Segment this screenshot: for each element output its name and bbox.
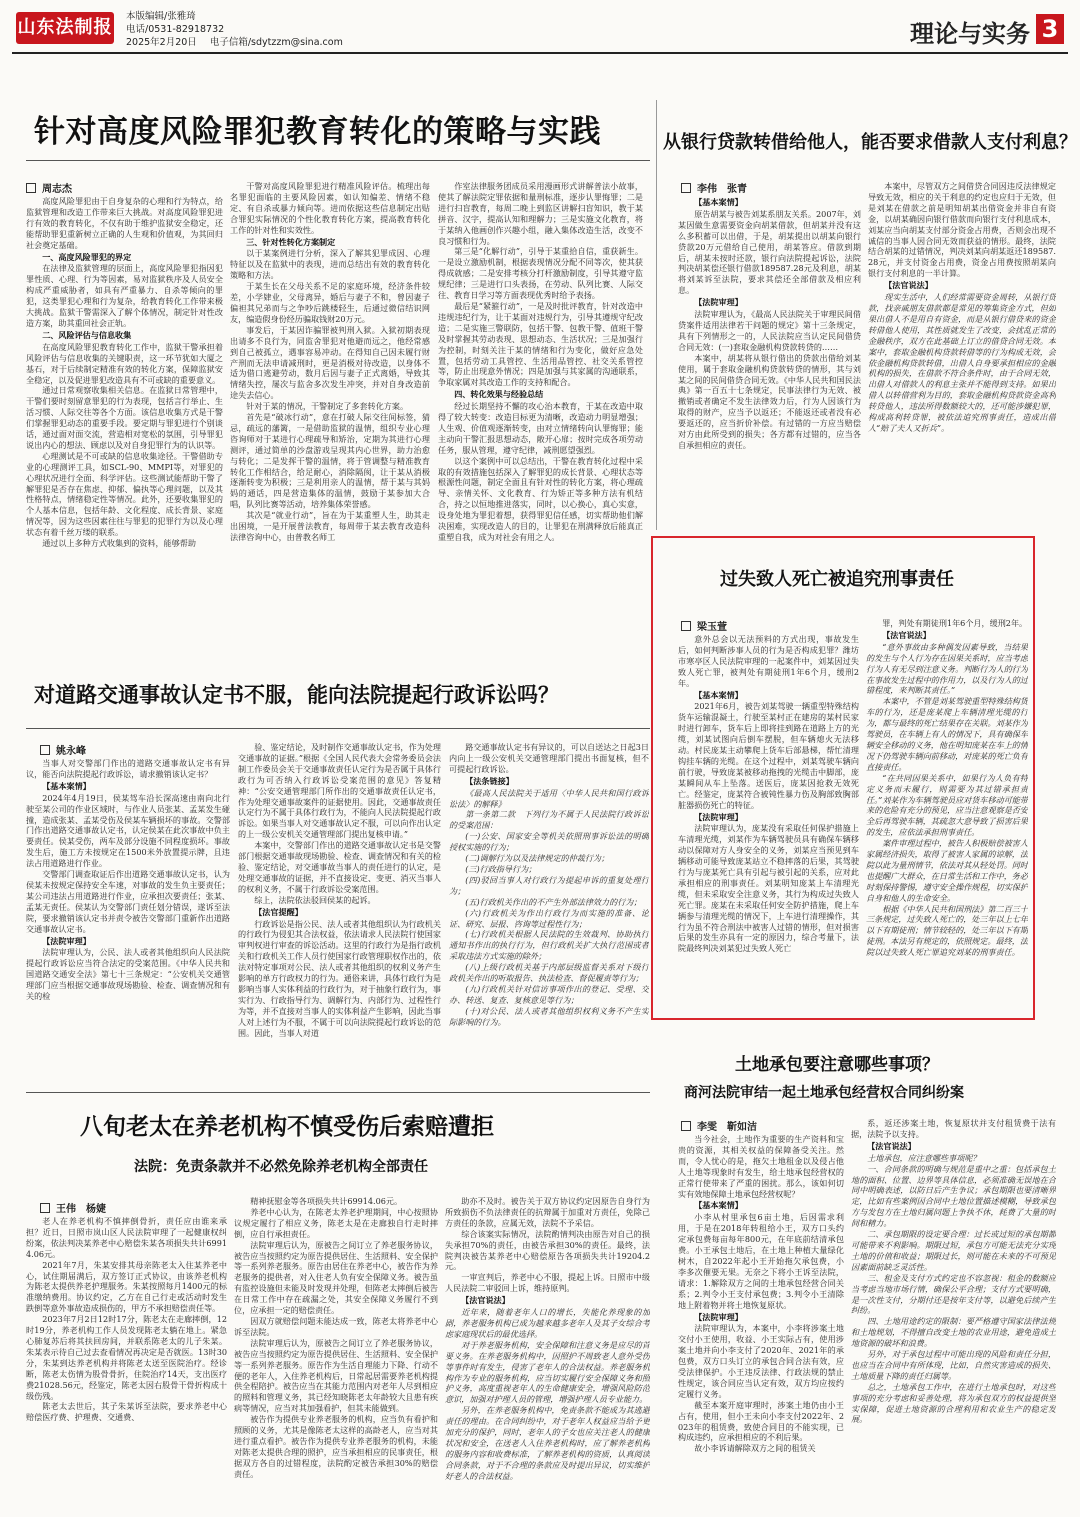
section-heading: 【法院审理】 (694, 297, 743, 308)
section-title: 理论与实务 (910, 20, 1030, 48)
paragraph: 其次是“就业行动”，旨在为于某重塑人生，助其走出困境，一是开展普法教育，每周带于某去教育改造科法律咨询中心，由普教名师工 (230, 510, 430, 542)
paragraph: 小李从村里承包6亩土地，后因需求利用，于是在2018年转租给小王，双方口头约定承包费每亩每年800元，在年底前结清承包费。小王承包土地后，在土地上种植大量绿化树木，自2022年起小王开始拖欠承包费，小李多次催要无果。无奈之下将小王诉至法院，请求：1.解除双方之间的土地承包经营合同关系；2.判令小王支付承包费；3.判令小王清除地上附着物并将土地恢复原状。 (678, 1212, 844, 1310)
paragraph: (八)上级行政机关基于内部层级监督关系对下级行政机关作出的听取报告、执法检查、督促履责等行为； (449, 962, 649, 984)
paragraph: 近年来，随着老年人口的增长，失能化养现象的加剧，养老服务机构已成为越来越多老年人及其子女综合考虑家庭现状后的最优选择。 (445, 1307, 650, 1339)
paragraph: (二)调解行为以及法律规定的仲裁行为； (465, 853, 610, 864)
phone-line: 电话/0531-82918732 (126, 24, 225, 35)
paragraph: 心理测试是不可或缺的信息收集途径。干警借助专业的心理测评工具，如SCL-90、MMPI等，对罪犯的心理状况进行全面、科学评估。这些测试能帮助干警了解罪犯是否存在焦虑、抑郁、偏执等心理问题，以及其性格特点，情绪稳定性等情况。此外，还要收集罪犯的个人基本信息，包括年龄、文化程度、成长背景、家庭情况等，因为这些因素往往与罪犯的犯罪行为以及心理状态有着千丝万缕的联系。 (26, 450, 223, 538)
article-1-column-3 (438, 181, 643, 614)
paragraph: 干警对高度风险罪犯进行精准风险评估。梳理出每名罪犯面临的主要风险因素，如认知偏差、情绪不稳定、有自杀或暴力倾向等。进而依据这些信息制定出贴合罪犯实际情况的个性化教育转化方案，提高教育转化工作的针对性和实效性。 (230, 181, 430, 235)
paragraph: 法院审理认为，本案中，小李将涉案土地交付小王使用，收益、小王实际占有，使用涉案土地并向小李支付了2020年、2021年的承包费，双方口头订立的承包合同合法有效，应受法律保护。小王违反法律、行政法规的禁止性规定，该合同应当认定有效，双方均应按约定履行义务。 (678, 1323, 844, 1399)
section-heading: 【法条链接】 (465, 775, 514, 786)
paragraph: 以于某案例进行分析，深入了解其犯罪成因、心理特征以及在监狱中的表现，进而总结出有效的教育转化策略和方法。 (230, 248, 430, 281)
section-heading: 【基本案情】 (694, 1200, 743, 1211)
paragraph: 法院审理认为，《最高人民法院关于审理民间借贷案件适用法律若干问题的规定》第十三条规定，具有下列情形之一的，人民法院应当认定民间借贷合同无效：(一)套取金融机构贷款转贷的…… (678, 309, 861, 352)
section-heading: 二、风险评估与信息收集 (42, 329, 132, 340)
paragraph: 《最高人民法院关于适用〈中华人民共和国行政诉讼法〉的解释》 (449, 787, 649, 809)
article-3-byline (681, 618, 727, 633)
author: 李伟 张青 (697, 184, 747, 195)
paragraph: (九)行政机关针对信访事项作出的登记、受理、交办、转送、复查、复核意见等行为； (449, 983, 649, 1005)
paragraph: 三、租金及支付方式约定也不容忽视：租金的数额应当考虑当地市场行情，确保公平合理；支付方式要明确，是一次性支付，分期付还是按年支付等，以避免后续产生纠纷。 (851, 1272, 1056, 1316)
paragraph: 本案中，尽管双方之间借贷合同因违反法律规定导致无效，相应的关于利息的约定也应归于无效，但是刘某在借款之前是明知胡某出借资金并非自有资金，以胡某确因向银行借款而向银行支付利息成本，刘某应当向胡某支付部分资金占用费，否则会出现不诚信的当事人因合同无效而获益的情形。最终，法院结合胡某的过错情况，判决刘某向胡某返还189587.28元，并支付资金占用费，资金占用费按照胡某向银行支付利息的一半计算。 (868, 181, 1056, 279)
section-heading: 【基本案情】 (42, 780, 91, 791)
newspaper-logo: 山东法制报 (16, 12, 114, 44)
paragraph: 法院审理认为，庞某没有采取任何保护措施上车清理光缆，刘某作为车辆驾驶员具有确保车辆移动以保障对方人身安全的义务，刘某应当预见到车辆移动可能导致庞某站立不稳摔落的后果，其驾驶行为与庞某死亡具有引起与被引起的关系，应对此承担相应的刑事责任。刘某明知庞某上车清理光缆，但未采取安全注意义务，其行为构成过失致人死亡罪。庞某在未采取任何安全防护措施，爬上车辆参与清理光缆的情况下，上车进行清理操作，其行为虽不符合刑法中被害人过错的情形，但对损害后果的发生亦具有一定的原因力，综合考量下，法院最终判决刘某犯过失致人死亡 (678, 823, 859, 954)
section-heading: 【法院审理】 (42, 935, 91, 946)
article-6-column-1 (678, 1134, 844, 1512)
paragraph: (七)行政机关根据人民法院的生效裁判、协助执行通知书作出的执行行为，但行政机关扩大执行范围或者采取违法方式实施的除外； (449, 929, 649, 962)
byline-box-icon (26, 183, 36, 193)
paragraph: “在共同因果关系中，如果行为人负有特定义务而未履行，则需要为其过错承担责任。”刘某作为车辆驾驶员应对货车移动可能带来的危险有充分的预见，应当注意观察是否安全后再驾驶车辆，其疏忽大意导致了损害后果的发生，应依法承担刑事责任。 (866, 772, 1028, 838)
section-heading: 【法官说法】 (884, 280, 933, 291)
paragraph: 一审宣判后，养老中心不服，提起上诉。日照市中级人民法院二审驳回上诉，维持原判。 (445, 1272, 650, 1294)
paragraph: 通过以上多种方式收集到的资料，能够帮助 (42, 538, 196, 549)
paragraph: 老人在养老机构不慎摔倒骨折，责任应由谁来承担？近日，日照市岚山区人民法院审理了一起健康权纠纷案，依法判决某养老中心赔偿朱某各项损失共计69914.06元。 (26, 1216, 227, 1259)
section-heading: 【法院审理】 (694, 1311, 743, 1322)
byline-box-icon (681, 1121, 691, 1131)
paragraph: 案件审理过程中，被告人积极赔偿被害人家属经济损失，取得了被害人家属的谅解，法院以此为量刑情节，依法对其从轻处罚。同时也提醒广大群众，在日常生活和工作中，务必时刻保持警惕，遵守安全操作规程，切实保护自身和他人的生命安全。 (866, 838, 1028, 903)
masthead (0, 0, 1080, 56)
paragraph: 本案中，不管是刘某驾驶重型特殊结构货车的行为，还是庞某爬上车辆清理光缆的行为，都与最终的死亡结果存在关联。刘某作为驾驶员，在车辆上有人的情况下，具有确保车辆安全移动的义务，他在明知庞某在车上的情况下仍驾驶车辆向前移动，对庞某的死亡负有直接责任。 (866, 696, 1028, 772)
paragraph: 事发后，于某因诈骗罪被判刑入狱。入狱初期表现出请多不良行为，同监舍罪犯对他避而远之，他经常感到自己被孤立，遇事容易冲动。在得知自己因未履行财产刑而无法申请减刑时，更是消极对待改造，以身体不适为借口逃避劳动，数月后因与妻子正式离婚，导致其情绪失控，屡次与监舍多次发生冲突，并对自身改造前途失去信心。 (230, 324, 430, 401)
article-4-column-2 (238, 742, 441, 1080)
paragraph: 另外，在养老服务机构中，免责条款不能成为其逃避责任的理由。在合同纠纷中，对于老年人权益应当给予更加充分的保护，同时，老年人的子女也应关注老人的健康状况和安全，在送老人入住养老机构时，应了解养老机构的服务内容和收费标准，了解养老机构的资质，认真阅读合同条款，对于不合理的条款应及时提出异议，切实维护好老人的合法权益。 (445, 1405, 650, 1481)
paragraph: 验、鉴定结论，及时制作交通事故认定书，作为处理交通事故的证据。”根据《全国人民代表大会常务委员会法制工作委员会关于交通事故责任认定行为是否属于具体行政行为可否纳入行政诉讼受案范围的意见》答复精神：“公安交通管理部门所作出的交通事故责任认定书，作为处理交通事故案件的证据使用。因此，交通事故责任认定行为不属于具体行政行为，不能向人民法院提起行政诉讼。如果当事人对交通事故认定不服，可以向作出认定的上一级公安机关交通管理部门提出复核申请。” (238, 742, 441, 840)
article-4-byline (40, 742, 86, 757)
paragraph: 被告作为提供专业养老服务的机构，应当负有看护和照顾的义务，尤其是像陈老太这样的高龄老人，应当对其进行重点看护。被告作为提供专业养老服务的机构，未能对陈老太提供合理的照护，应当承担相应的民事责任，根据双方各自的过错程度，法院酌定被告承担30%的赔偿责任。 (234, 1414, 438, 1479)
paragraph: 综上，法院依法驳回侯某的起诉。 (254, 894, 376, 905)
paragraph: 路交通事故认定书有异议的，可以自送达之日起3日内向上一级公安机关交通管理部门提出书面复核，但不可提起行政诉讼。 (449, 742, 649, 774)
paragraph: 在法律及监狱管理的层面上，高度风险罪犯指因犯罪性质、心理、行为等因素，易对监狱秩序及人员安全构成严重威胁者，如具有严重暴力、自杀等倾向的罪犯，这类罪犯心理和行为复杂，给教育转化工作带来极大挑战。监狱干警需深入了解个体情况，制定针对性改造方案，助其重回社会正轨。 (26, 263, 223, 328)
section-heading: 【基本案情】 (694, 197, 743, 207)
date-email-line (126, 34, 343, 48)
paragraph: 本案中，交警部门作出的道路交通事故认定书是交警部门根据交通事故现场勘验、检查、调查情况和有关的检验、鉴定结论，对交通事故当事人的责任进行的认定，是处理交通事故的证据，并不直接设定、变更、消灭当事人的权利义务，不属于行政诉讼受案范围。 (238, 840, 441, 894)
paragraph: 罪，判处有期徒刑1年6个月，缓刑2年。 (882, 618, 1028, 628)
paragraph: 2024年4月19日，侯某驾车沿长深高速由南向北行驶至某公司的作业区域时，与作业人员张某、孟某发生碰撞，造成张某、孟某受伤及侯某车辆损坏的事故。交警部门作出道路交通事故认定书，认定侯某在此次事故中负主要责任。侯某受伤，两车及部分设施不同程度损坏。事故发生后，施工方未按规定在1500米外放置提示牌，且违法占用道路进行作业。 (26, 792, 230, 869)
paragraph: 土地承包，应注意哪些事项呢？ (867, 1152, 981, 1163)
article-4-column-3 (449, 742, 649, 1080)
section-heading: 【法官说法】 (461, 1295, 510, 1306)
article-4-rule (26, 728, 650, 729)
paragraph: 第一条第二款 下列行为不属于人民法院行政诉讼的受案范围： (449, 809, 649, 831)
paragraph: 当事人对交警部门作出的道路交通事故认定书有异议，能否向法院提起行政诉讼，请求撤销该认定书？ (26, 758, 230, 779)
article-6-byline (681, 1118, 757, 1133)
article-6-headline: 土地承包要注意哪些事项？ (735, 1055, 939, 1075)
article-1-column-1 (26, 196, 223, 614)
article-5-subheadline: 法院：免责条款并不必然免除养老机构全部责任 (134, 1159, 428, 1175)
byline-box-icon (40, 1203, 50, 1213)
paragraph: 养老中心认为，在陈老太养老护理期间，中心按照协议规定履行了相应义务，陈老太是在走廊独自行走时摔倒，应自行承担责任。 (234, 1206, 438, 1239)
paragraph: 对于养老服务机构，安全保障和注意义务是应尽的首要义务。在养老服务机构中，因照护不周致老人意外受伤等事件时有发生，侵害了老年人的合法权益。养老服务机构作为专业的服务机构，应当切实履行安全保障义务和照护义务，高度重视老年人的生命健康安全，增强风险防范意识，加强对护理人员的管理，增强护理人员专业能力。 (445, 1339, 650, 1405)
paragraph: (四)驳回当事人对行政行为提起申诉的重复处理行为； (449, 874, 649, 896)
byline-box-icon (681, 621, 691, 631)
paragraph: 经过长期坚持不懈的攻心治本教育，于某在改造中取得了较大转变：改造目标更为清晰，改造动力明显增强；人生观、价值观逐渐转变，由对立情绪转向认罪悔罪；能主动向干警汇报思想动态，敞开心扉；按时完成各项劳动任务，服从管理，遵守纪律，减刑愿望强烈。 (438, 401, 643, 455)
section-heading: 【法院审理】 (694, 811, 743, 822)
paragraph: 法院审理后认为，原被告之间订立了养老服务协议，被告应当按照约定为原告提供居住、生活照料、安全保护等一系列养老服务。原告由居住在养老中心，被告作为养老服务的提供者，对入住老人负有安全保障义务。被告虽有监控设施但未能及时发现并处理，但陈老太摔倒后被告在日常工作中存在疏漏之处，其安全保障义务履行不到位，应承担一定的赔偿责任。 (234, 1239, 438, 1316)
paragraph: 2023年7月2日12时17分，陈老太在走廊摔倒，12时19分，养老机构工作人员发现陈老太躺在地上。紧急心肺复苏后将其扶回房间，并联系陈老太的儿子朱某。朱某表示待自己过去查看情况再决定是否就医。13时30分，朱某到达养老机构并将陈老太送至医院治疗。经诊断，陈老太伤情为股骨骨折，住院治疗14天，支出医疗费21028.56元，经鉴定，陈老太因右股骨干骨折构成十级伤残。 (26, 1314, 227, 1401)
paragraph: 现实生活中，人们经常需要资金周转，从银行贷款，找亲戚朋友借款都是常见的筹集资金方式，但如果出借人不是用自有资金，而是从银行借贷来的资金转借他人使用，其性质就发生了改变，会扰乱正常的金融秩序，双方在此基础上订立的借贷合同无效。本案中，套取金融机构贷款转借等的行为构成无效，会依金融机构贷款转借，出借人自身要承担相应的金融机构的损失，在借款不符合条件时，由于合同无效，出借人对借款人的利息主张并不能得到支持。如果出借人以转借营利为目的，套取金融机构贷款资金高利转贷他人，违法所得数额较大的，还可能涉嫌犯罪，构成高利转贷罪，被依法追究刑事责任，造成出借人“赔了夫人又折兵”。 (868, 292, 1056, 433)
paragraph: 法院审理后认为，原被告之间订立了养老服务协议，被告应当按照约定为原告提供居住、生活照料、安全保护等一系列养老服务。原告作为生活自理能力下降、行动不便的老年人，入住养老机构后，日常起居需要养老机构提供全程陪护。被告应当在其能力范围内对老年人尽到相应的照料和管理义务，其已经知晓陈老太年龄较大且患有疾病等情况，应当对其加强看护，但其未能做到。 (234, 1337, 438, 1414)
article-3-headline: 过失致人死亡被追究刑事责任 (720, 569, 954, 590)
article-2-headline: 从银行贷款转借给他人，能否要求借款人支付利息？ (663, 132, 1077, 153)
article-1-rule (26, 160, 650, 161)
paragraph: 针对于某的情况，干警制定了多套转化方案。 (246, 401, 409, 412)
paragraph: 截至本案开庭审理时，涉案土地仍由小王占有，使用，但小王未向小李支付2022年、2023年的租赁费，致使合同目的不能实现，已构成违约，应承担相应的不利后果。 (678, 1399, 844, 1443)
section-heading: 【法官提醒】 (254, 906, 303, 917)
section-heading: 【法官说法】 (867, 1140, 916, 1151)
article-2-column-2 (868, 181, 1056, 526)
paragraph: 原告胡某与被告刘某系朋友关系。2007年，刘某因做生意需要资金向胡某借款，但胡某并没有这么多积蓄可以出借，于是，胡某提出以胡某向银行贷款20万元借给自己使用，胡某答应。借款到期后，胡某未按时还款，银行向法院提起诉讼，法院判决胡某偿还银行借款189587.28元及利息，胡某将刘某诉至法院，要求其偿还全部借款及相应利息。 (678, 208, 861, 296)
article-5-headline: 八旬老太在养老机构不慎受伤后索赔遭拒 (80, 1114, 494, 1140)
paragraph: 陈老太去世后，其子朱某诉至法院，要求养老中心赔偿医疗费、护理费、交通费、 (26, 1401, 227, 1423)
article-2-byline (681, 180, 747, 195)
paragraph: (五)行政机关作出的不产生外部法律效力的行为； (465, 896, 642, 907)
paragraph: 总之，土地承包工作中，在进行土地承包时，对这些事项的充分考虑和妥善处理，将为承包双方的权益提供坚实保障，促进土地资源的合理利用和农业生产的稳定发展。 (851, 1381, 1056, 1425)
author: 周志杰 (42, 184, 72, 195)
article-5-column-3 (445, 1196, 650, 1512)
paragraph: 2021年6月，被告刘某驾驶一辆重型特殊结构货车运输混凝土，行驶至某村正在建房的某村民家时进行卸车，货车后上即将挂到路在道路上方的光缆，刘某试图向后倒车摆脱，但车辆熄火无法移动。村民庞某主动攀爬上货车后部悬梯，帮忙清理钩挂车辆的光缆。在这个过程中，刘某驾驶车辆向前行驶，导致庞某被移动拖拽的光缆击中脚部，庞某瞬间从车上坠落。送医后，庞某因抢救无效死亡。经鉴定，庞某符合被钝性暴力伤及胸部致胸部脏器损伤死亡的特征。 (678, 701, 859, 810)
column-divider (656, 100, 657, 530)
paragraph: 根据《中华人民共和国刑法》第二百三十三条规定，过失致人死亡的，处三年以上七年以下有期徒刑；情节较轻的，处三年以下有期徒刑。本法另有规定的，依照规定。最终，法院以过失致人死亡罪追究刘某的刑事责任。 (866, 903, 1028, 958)
paragraph: “意外事故由多种偶发因素导致，当结果的发生与个人行为存在因果关系时，应当考虑行为人有无尽到注意义务。判断行为人的行为在事故发生过程中的作用力，以及行为人的过错程度，来判断其责任。” (866, 641, 1028, 696)
paragraph: 当今社会，土地作为重要的生产资料和宝贵的资源，其相关权益的保障备受关注。然而，令人忧心的是，拖欠土地租金以及侵占他人土地等现象时有发生，给土地承包经营权的正常行使带来了严重的困扰。那么，该如何切实有效地保障土地承包经营权呢？ (678, 1134, 844, 1199)
paragraph: 最后是“紧箍行动”，一是及时批评教育，针对改造中违规违纪行为，让于某面对违规行为，引导其遵规守纪改造；二是实施三警联防，包括干警、包教干警、值班干警及时掌握其劳动表现、思想动态、生活状况；三是加强行为控制，时刻关注于某的情绪和行为变化，做好应急处置，包括劳动工具管控、生活用品管控、社交关系管控等，防止出现意外情况；四是加强与其家属的沟通联系，争取家属对其改造工作的支持和配合。 (438, 300, 643, 388)
paragraph: 法院审理认为，公民、法人或者其他组织向人民法院提起行政诉讼应当符合法定的受案范围。《中华人民共和国道路交通安全法》第七十三条规定：“公安机关交通管理部门应当根据交通事故现场勘验、检查、调查情况和有关的检 (26, 947, 230, 1002)
paragraph: 在高度风险罪犯教育转化工作中，监狱干警承担着风险评估与信息收集的关键职责，这一环节犹如大厦之基石，对于后续制定精准有效的转化方案，保障监狱安全稳定，以及促进罪犯改造具有不可或缺的重要意义。 (26, 341, 223, 385)
paragraph: 系，返还涉案土地，恢复原状并支付租赁费于法有据，法院予以支持。 (851, 1118, 1056, 1139)
article-3-column-1 (678, 634, 859, 1014)
paragraph: (六)行政机关为作出行政行为而实施的准备、论证、研究、层报、咨询等过程性行为； (449, 907, 649, 929)
paragraph: 本案中，胡某将从银行借出的贷款出借给刘某使用，属于套取金融机构贷款转贷的情形，其与刘某之间的民间借贷合同无效。《中华人民共和国民法典》第一百五十七条规定，民事法律行为无效、被撤销或者确定不发生法律效力后，行为人因该行为取得的财产，应当予以返还；不能返还或者没有必要返还的，应当折价补偿。有过错的一方应当赔偿对方由此所受到的损失；各方都有过错的，应当各自承担相应的责任。 (678, 352, 861, 450)
article-4-column-1 (26, 758, 230, 1080)
paragraph: 故小李诉请解除双方之间的租赁关 (694, 1443, 816, 1454)
article-5-byline (40, 1200, 106, 1215)
paragraph: (十)对公民、法人或者其他组织权利义务不产生实际影响的行为。 (449, 1005, 649, 1027)
section-heading: 四、转化效果与经验总结 (454, 389, 544, 400)
email: 电子信箱/sdytzzm@sina.com (209, 37, 343, 48)
article-6-column-2 (851, 1118, 1056, 1512)
paragraph: 意外总会以无法预料的方式出现，事故发生后，如何判断涉事人员的行为是否构成犯罪？潍坊市寒亭区人民法院审理的一起案件中，刘某因过失致人死亡罪，被判处有期徒刑1年6个月，缓刑2年。 (678, 634, 859, 688)
paragraph: 另外，对于承包过程中可能出现的风险和责任分担，也应当在合同中有所体现，比如，自然灾害造成的损失、土地质量下降的责任归属等。 (851, 1349, 1056, 1381)
paragraph: 高度风险罪犯由于自身复杂的心理和行为特点，给监狱管理和改造工作带来巨大挑战。对高度风险罪犯进行有效的教育转化，不仅有助于维护监狱安全稳定，还能帮助罪犯重新树立正确的人生观和价值观，为其回归社会奠定基础。 (26, 196, 223, 250)
paragraph: 二、承包期限的设定要合理：过长或过短的承包期都可能带来不利影响。期限过短，承包方可能无法充分实现土地的价值和收益；期限过长，则可能在未来的不可预见因素面前缺乏灵活性。 (851, 1229, 1056, 1272)
author: 李雯 靳如洁 (697, 1122, 757, 1133)
author: 梁玉萱 (697, 622, 727, 633)
paragraph: 第三是“化解行动”，引导于某重拾自信，重获新生。一是设立激励机制，根据表现情况分配不同等次，使其获得成就感；二是安排考核分打杆激励制度，引导其遵守监规纪律；三是进行口头表扬，在劳动、队列比赛、人际交往、教育日学习等方面表现优秀时给予表扬。 (438, 246, 643, 301)
paragraph: 于某生长在父母关系不足的家庭环境，经济条件较差，小学肄业，父母离异，婚后与妻子不和，曾因妻子偏袒其兄弟而与之争吵后跳楼轻生，后通过微信结识网友，编造假身份经历骗取钱财20万元。 (230, 281, 430, 324)
section-heading: 一、高度风险罪犯的界定 (42, 251, 132, 262)
article-5-column-2 (234, 1196, 438, 1512)
article-5-rule (26, 1092, 650, 1093)
masthead-rule (12, 52, 1068, 54)
editor-line: 本版编辑/张雅琦 (126, 11, 196, 22)
paragraph: 一、合同条款的明确与规范是重中之重：包括承包土地的面积、位置、边界等具体信息，必须准确无误地在合同中明确表述，以防日后产生争议；承包期限也要清晰界定，比如有些案例因合同中土地位置描述模糊，导致承包方与发包方在土地归属问题上争执不休，耗费了大量的时间和精力。 (851, 1163, 1056, 1229)
paragraph: (三)行政指导行为； (465, 863, 537, 874)
author: 姚永峰 (56, 746, 86, 757)
article-1-column-2 (230, 181, 430, 614)
paragraph: 四、土地用途约定的限制：要严格遵守国家法律法规和土地规划，不得擅自改变土地的农业用途，避免造成土地资源的破坏和浪费。 (851, 1316, 1056, 1349)
paragraph: 作室法律服务团成员采用漫画形式讲解普法小故事，使其了解法院定罪依据和量刑标准，逐步认罪悔罪；二是进行扫盲教育，每周二晚上到监区讲解扫盲知识，教于某拼音、汉字，提高认知和理解力；三是实施文化教育，将于某纳入他画创作兴趣小组，融入集体改造生活，改变不良习惯和行为。 (438, 181, 643, 246)
article-6-subheadline: 商河法院审结一起土地承包经营权合同纠纷案 (684, 1085, 964, 1101)
paragraph: 行政诉讼是指公民、法人或者其他组织认为行政机关的行政行为侵犯其合法权益，依法请求人民法院行使国家审判权进行审查的诉讼活动。这里的行政行为是指行政机关和行政机关工作人员行使国家行政管理职权作出的，依法对特定事项对公民、法人或者其他组织的权利义务产生影响的单方行政权力的行为。通俗来讲，具体行政行为是影响当事人实体利益的行政行为，对于抽象行政行为，事实行为、行政指导行为、调解行为、内部行为、过程性行为等，并不直接对当事人的实体利益产生影响，因此当事人对上述行为不服，不属于可以向法院提起行政诉讼的范围。因此，当事人对道 (238, 918, 441, 1038)
paragraph: 通过日常观察收集相关信息。在监狱日常管理中，干警们要时刻留意罪犯的行为表现，包括言行举止、生活习惯、人际交往等各个方面。该信息收集方式是干警们掌握罪犯动态的重要手段。要定期与罪犯进行个别谈话，通过面对面交流，营造相对宽松的氛围，引导罪犯说出内心的想法、顾虑以及对自身犯罪行为的认识等。 (26, 385, 223, 450)
section-heading: 【基本案情】 (694, 689, 743, 700)
byline-box-icon (681, 183, 691, 193)
page-number: 3 (1036, 14, 1064, 44)
article-1-byline (26, 180, 72, 195)
paragraph: 首先是“破冰行动”，意在打破人际交往间标签，猜忌，疏远的藩篱，一是借助监狱的温情，组织专业心理咨询师对于某进行心理疏导和矫治，定期为其进行心理测评，通过简单的沙盘游戏呈现其内心世界，助力治愈与转化；二是发挥干警的温情，将于管调整与精准教育转化工作相结合，给足耐心，消除隔阂，让于某从消极逐渐转变为积极；三是利用亲人的温情，帮于某与其妈妈的通话，四是营造集体的温情，鼓励于某参加大合唱，队列比赛等活动，培养集体荣誉感。 (230, 412, 430, 510)
article-3-column-2 (866, 618, 1028, 1014)
author: 王伟 杨婕 (56, 1204, 106, 1215)
article-5-column-1 (26, 1216, 227, 1512)
section-heading: 三、针对性转化方案制定 (246, 236, 336, 247)
article-1-headline: 针对高度风险罪犯教育转化的策略与实践 (34, 114, 601, 150)
paragraph: 2021年7月，朱某安排其母亲陈老太入住某养老中心，试住期届满后，双方签订正式协议，由该养老机构为陈老太提供养老护理服务。朱某按照每月1400元的标准缴纳费用。协议约定，乙方在自己行走或活动时发生跌倒等意外事故造成损伤的，甲方不承担赔偿责任等。 (26, 1259, 227, 1314)
article-2-column-1 (678, 196, 861, 526)
section-heading: 【法官说法】 (882, 629, 931, 640)
paragraph: 精神抚慰金等各项损失共计69914.06元。 (250, 1196, 403, 1206)
article-4-headline: 对道路交通事故认定书不服，能向法院提起行政诉讼吗？ (34, 683, 559, 707)
paragraph: 以这个案例中可以总结出，干警在教育转化过程中采取的有效措施包括深入了解罪犯的成长背景、心理状态等根源性问题，制定全面且有针对性的转化方案，将心理疏导、亲情关怀、文化教育、行为矫正等多种方法有机结合，持之以恒地推进落实，同时，以心换心，真心实意，设身处地为罪犯着想，获得罪犯信任感，切实帮助他们解决困难，实现改造人的目的，让罪犯在刑满释放后能真正重塑自我，成为对社会有用之人。 (438, 455, 643, 542)
paragraph: 因双方就赔偿问题未能达成一致，陈老太将养老中心诉至法院。 (234, 1315, 438, 1337)
paragraph: 助亦不及时。被告关于双方协议约定因原告自身行为所致损伤不负法律责任的抗辩属于加重对方责任，免除己方责任的条款，应属无效，法院不予采信。 (445, 1196, 650, 1228)
paragraph: 交警部门调查取证后作出道路交通事故认定书，认为侯某未按规定保持安全车速，对事故的发生负主要责任；某公司违法占用道路进行作业，应承担次要责任；张某、孟某无责任。侯某认为交警部门责任划分错误，遂诉至法院，要求撤销该认定书并责令被告交警部门重新作出道路交通事故认定书。 (26, 869, 230, 934)
paragraph: 综合该案实际情况，法院酌情判决由原告对自己的损失承担70%的责任，由被告承担30%的责任。最终，法院判决被告某养老中心赔偿原告各项损失共计19204.2元。 (445, 1228, 650, 1272)
issue-date: 2025年2月20日 (126, 37, 197, 48)
byline-box-icon (40, 745, 50, 755)
paragraph: (一)公安、国家安全等机关依照刑事诉讼法的明确授权实施的行为； (449, 831, 649, 853)
